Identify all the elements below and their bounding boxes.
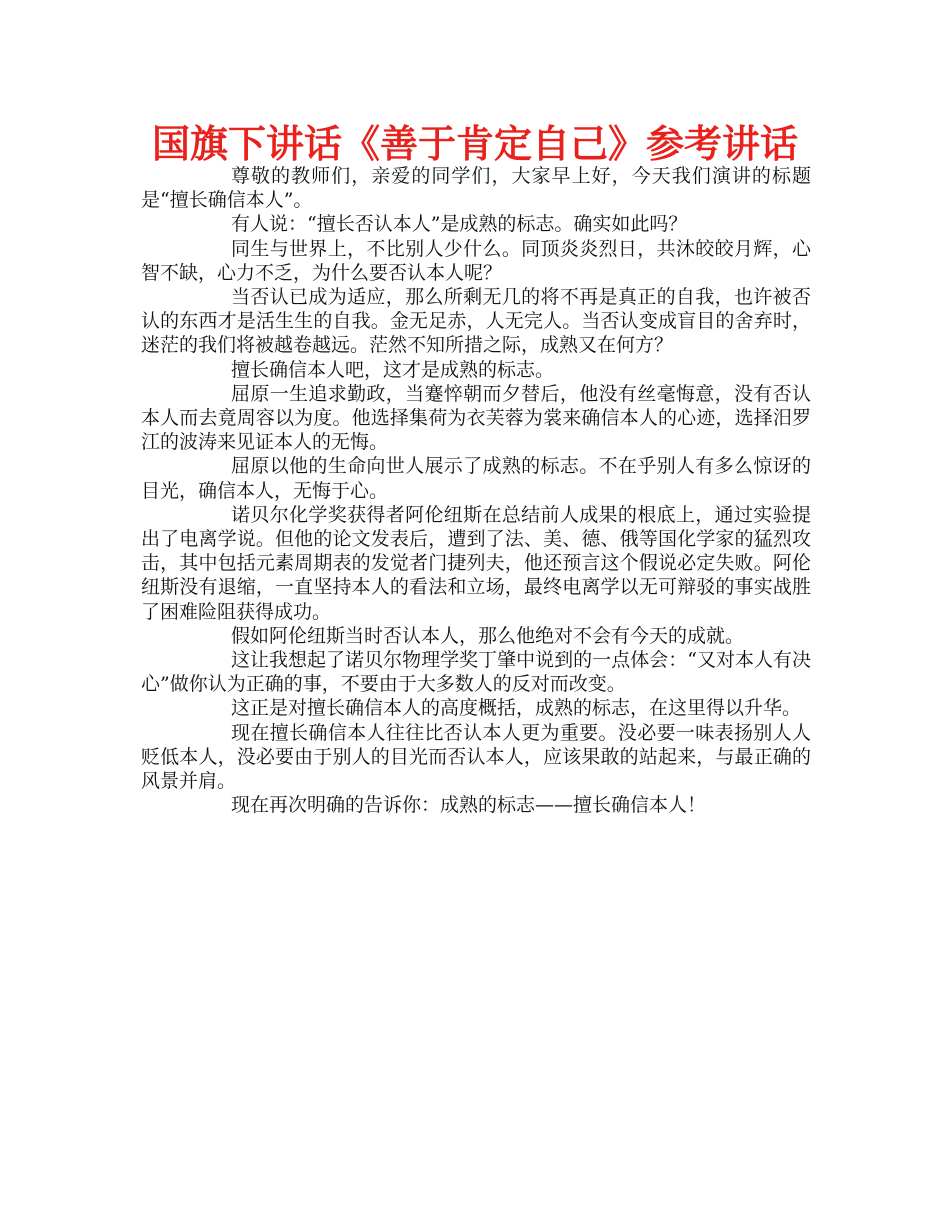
paragraph: 现在擅长确信本人往往比否认本人更为重要。没必要一味表扬别人人贬低本人，没必要由于别人的目光而否认本人，应该果敢的站起来，与最正确的风景并肩。 — [141, 721, 811, 793]
paragraph: 现在再次明确的告诉你：成熟的标志——擅长确信本人！ — [231, 794, 707, 817]
paragraph: 尊敬的教师们，亲爱的同学们，大家早上好，今天我们演讲的标题是“擅长确信本人”。 — [141, 165, 811, 212]
paragraph: 这正是对擅长确信本人的高度概括，成熟的标志，在这里得以升华。 — [231, 697, 802, 720]
document-title: 国旗下讲话《善于肯定自己》参考讲话 — [151, 122, 798, 166]
paragraph: 同生与世界上，不比别人少什么。同顶炎炎烈日，共沐皎皎月辉，心智不缺，心力不乏，为什么要否认本人呢？ — [141, 237, 811, 284]
document-body — [141, 164, 811, 817]
paragraph: 这让我想起了诺贝尔物理学奖丁肇中说到的一点体会：“又对本人有决心”做你认为正确的事，不要由于大多数人的反对而改变。 — [141, 649, 811, 696]
paragraph: 诺贝尔化学奖获得者阿伦纽斯在总结前人成果的根底上，通过实验提出了电离学说。但他的论文发表后，遭到了法、美、德、俄等国化学家的猛烈攻击，其中包括元素周期表的发觉者门捷列夫，他还预言这个假说必定失败。阿伦纽斯没有退缩，一直坚持本人的看法和立场，最终电离学以无可辩驳的事实战胜了困难险阻获得成功。 — [141, 503, 811, 623]
paragraph: 屈原一生追求勤政，当蹇悴朝而夕替后，他没有丝毫悔意，没有否认本人而去竟周容以为度。他选择集荷为衣芙蓉为裳来确信本人的心迹，选择汨罗江的波涛来见证本人的无悔。 — [141, 382, 811, 454]
paragraph: 假如阿伦纽斯当时否认本人，那么他绝对不会有今天的成就。 — [231, 624, 745, 647]
paragraph: 擅长确信本人吧，这才是成熟的标志。 — [231, 358, 555, 381]
paragraph: 有人说：“擅长否认本人”是成熟的标志。确实如此吗？ — [231, 213, 688, 236]
paragraph: 当否认已成为适应，那么所剩无几的将不再是真正的自我，也许被否认的东西才是活生生的自我。金无足赤，人无完人。当否认变成盲目的舍弃时，迷茫的我们将被越卷越远。茫然不知所措之际，成熟又在何方？ — [141, 286, 811, 357]
paragraph: 屈原以他的生命向世人展示了成熟的标志。不在乎别人有多么惊讶的目光，确信本人，无悔于心。 — [141, 455, 811, 502]
